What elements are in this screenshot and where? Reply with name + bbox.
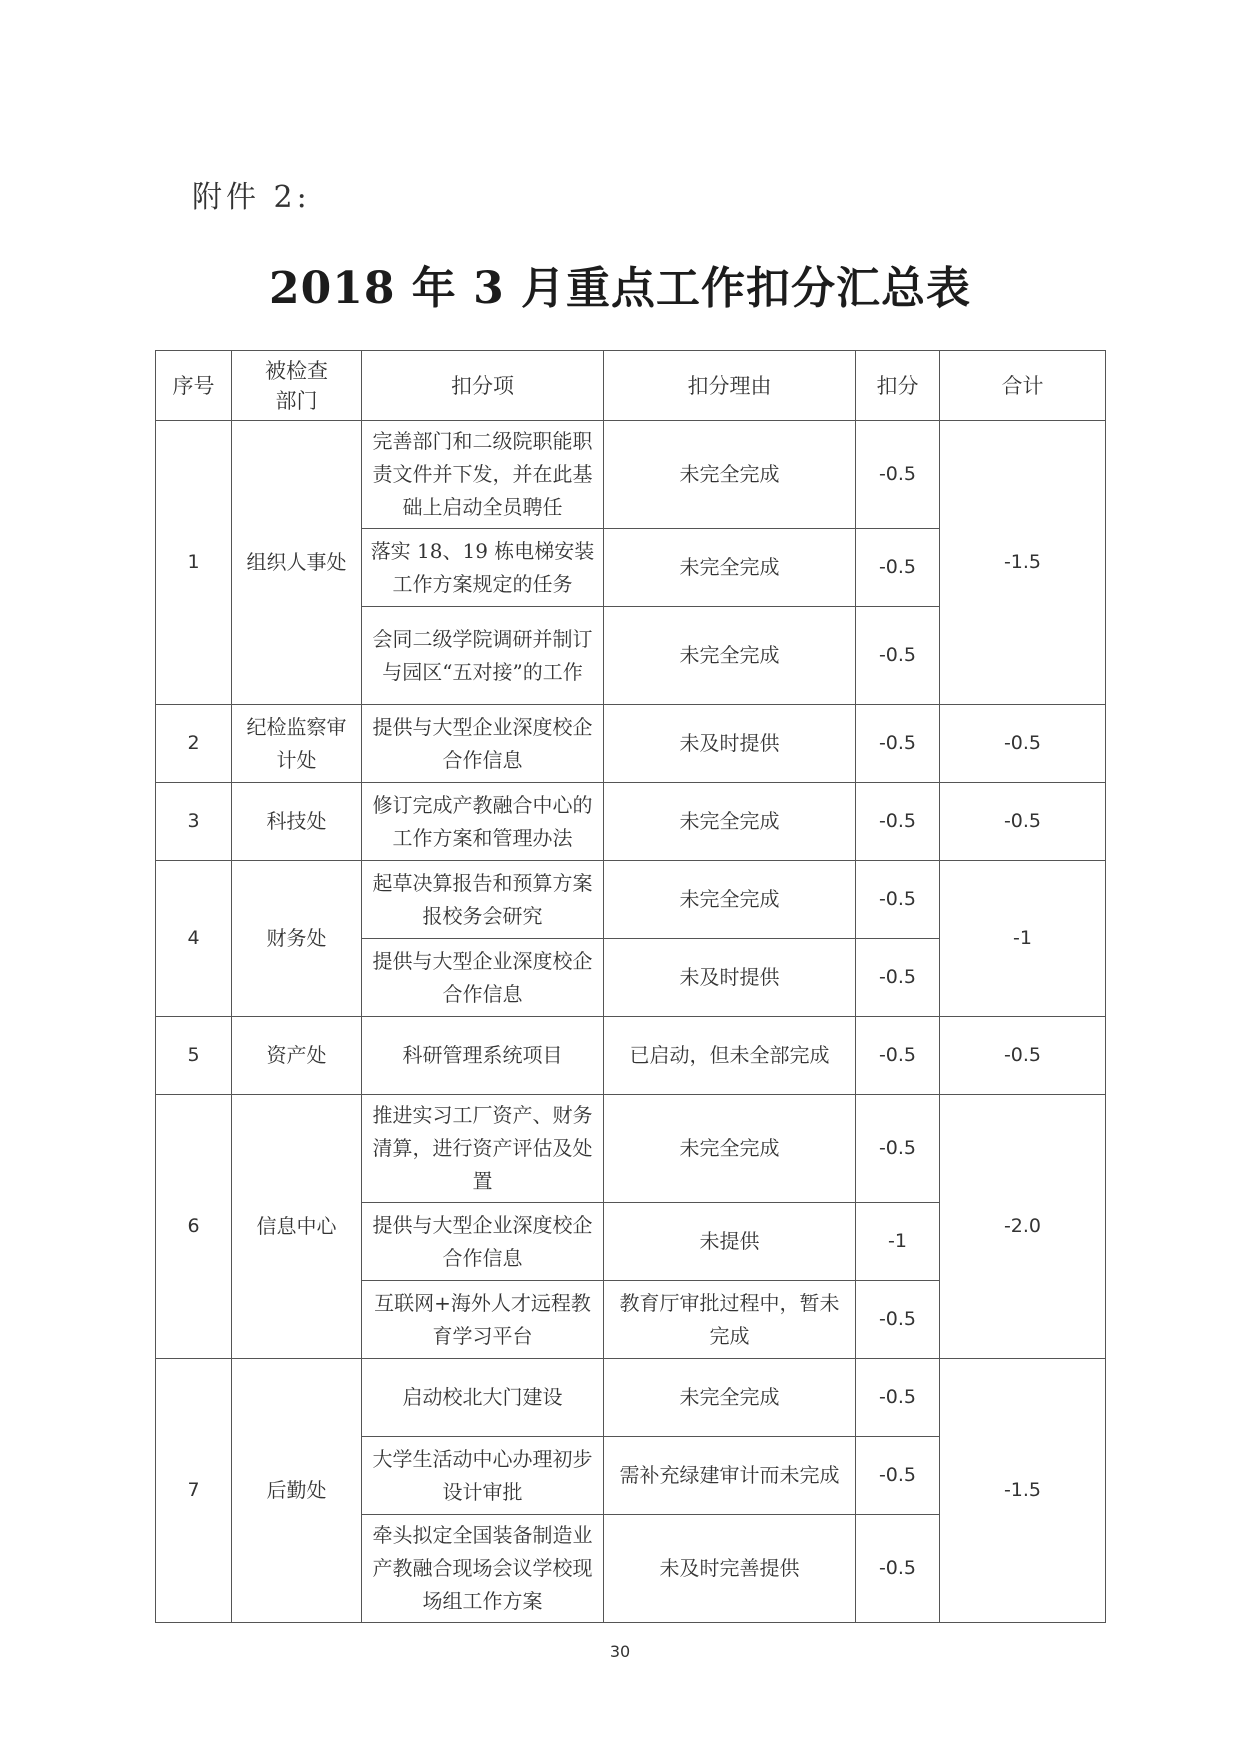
cell-reason: 未及时提供 bbox=[604, 939, 856, 1017]
cell-reason: 未完全完成 bbox=[604, 607, 856, 705]
cell-reason: 已启动，但未全部完成 bbox=[604, 1017, 856, 1095]
cell-deduction: -0.5 bbox=[856, 783, 940, 861]
header-reason: 扣分理由 bbox=[604, 351, 856, 421]
cell-item: 牵头拟定全国装备制造业产教融合现场会议学校现场组工作方案 bbox=[362, 1515, 604, 1623]
cell-total: -1 bbox=[940, 861, 1106, 1017]
cell-seq: 1 bbox=[156, 421, 232, 705]
cell-item: 会同二级学院调研并制订与园区“五对接”的工作 bbox=[362, 607, 604, 705]
header-total: 合计 bbox=[940, 351, 1106, 421]
cell-seq: 7 bbox=[156, 1359, 232, 1623]
cell-reason: 未及时提供 bbox=[604, 705, 856, 783]
page-number: 30 bbox=[609, 1642, 631, 1661]
cell-dept: 后勤处 bbox=[232, 1359, 362, 1623]
cell-seq: 4 bbox=[156, 861, 232, 1017]
cell-item: 提供与大型企业深度校企合作信息 bbox=[362, 705, 604, 783]
cell-deduction: -0.5 bbox=[856, 1359, 940, 1437]
cell-item: 提供与大型企业深度校企合作信息 bbox=[362, 939, 604, 1017]
header-deduction: 扣分 bbox=[856, 351, 940, 421]
table-body bbox=[156, 421, 1106, 1623]
cell-reason: 未提供 bbox=[604, 1203, 856, 1281]
table-row bbox=[156, 783, 1106, 861]
cell-reason: 未完全完成 bbox=[604, 1095, 856, 1203]
cell-reason: 未完全完成 bbox=[604, 1359, 856, 1437]
cell-reason: 需补充绿建审计而未完成 bbox=[604, 1437, 856, 1515]
header-seq: 序号 bbox=[156, 351, 232, 421]
table-row bbox=[156, 861, 1106, 939]
cell-seq: 3 bbox=[156, 783, 232, 861]
cell-deduction: -0.5 bbox=[856, 529, 940, 607]
cell-deduction: -0.5 bbox=[856, 939, 940, 1017]
cell-item: 推进实习工厂资产、财务清算，进行资产评估及处置 bbox=[362, 1095, 604, 1203]
cell-total: -1.5 bbox=[940, 1359, 1106, 1623]
table-row bbox=[156, 1017, 1106, 1095]
cell-deduction: -0.5 bbox=[856, 1017, 940, 1095]
cell-total: -2.0 bbox=[940, 1095, 1106, 1359]
header-dept-line1: 被检查 bbox=[265, 358, 328, 383]
cell-dept: 科技处 bbox=[232, 783, 362, 861]
cell-deduction: -1 bbox=[856, 1203, 940, 1281]
header-item: 扣分项 bbox=[362, 351, 604, 421]
cell-total: -0.5 bbox=[940, 783, 1106, 861]
table-row bbox=[156, 1359, 1106, 1437]
cell-item: 科研管理系统项目 bbox=[362, 1017, 604, 1095]
cell-deduction: -0.5 bbox=[856, 861, 940, 939]
cell-item: 大学生活动中心办理初步设计审批 bbox=[362, 1437, 604, 1515]
cell-item: 提供与大型企业深度校企合作信息 bbox=[362, 1203, 604, 1281]
cell-deduction: -0.5 bbox=[856, 607, 940, 705]
cell-deduction: -0.5 bbox=[856, 705, 940, 783]
cell-deduction: -0.5 bbox=[856, 1281, 940, 1359]
cell-item: 修订完成产教融合中心的工作方案和管理办法 bbox=[362, 783, 604, 861]
cell-item: 启动校北大门建设 bbox=[362, 1359, 604, 1437]
cell-item: 完善部门和二级院职能职责文件并下发，并在此基础上启动全员聘任 bbox=[362, 421, 604, 529]
cell-total: -1.5 bbox=[940, 421, 1106, 705]
cell-reason: 未完全完成 bbox=[604, 783, 856, 861]
cell-deduction: -0.5 bbox=[856, 1437, 940, 1515]
cell-item: 落实 18、19 栋电梯安装工作方案规定的任务 bbox=[362, 529, 604, 607]
cell-deduction: -0.5 bbox=[856, 1515, 940, 1623]
table-row bbox=[156, 421, 1106, 529]
cell-reason: 未完全完成 bbox=[604, 529, 856, 607]
cell-dept: 纪检监察审计处 bbox=[232, 705, 362, 783]
table-header-row bbox=[156, 351, 1106, 421]
cell-deduction: -0.5 bbox=[856, 421, 940, 529]
cell-seq: 6 bbox=[156, 1095, 232, 1359]
cell-reason: 未及时完善提供 bbox=[604, 1515, 856, 1623]
cell-dept: 信息中心 bbox=[232, 1095, 362, 1359]
cell-item: 起草决算报告和预算方案报校务会研究 bbox=[362, 861, 604, 939]
table-row bbox=[156, 1095, 1106, 1203]
cell-seq: 5 bbox=[156, 1017, 232, 1095]
cell-dept: 财务处 bbox=[232, 861, 362, 1017]
attachment-label: 附件 2: bbox=[192, 180, 311, 215]
cell-deduction: -0.5 bbox=[856, 1095, 940, 1203]
cell-reason: 未完全完成 bbox=[604, 861, 856, 939]
deduction-summary-table bbox=[155, 350, 1106, 1623]
cell-total: -0.5 bbox=[940, 1017, 1106, 1095]
header-dept bbox=[232, 351, 362, 421]
table-row bbox=[156, 705, 1106, 783]
cell-reason: 未完全完成 bbox=[604, 421, 856, 529]
cell-item: 互联网+海外人才远程教育学习平台 bbox=[362, 1281, 604, 1359]
cell-total: -0.5 bbox=[940, 705, 1106, 783]
cell-reason: 教育厅审批过程中，暂未完成 bbox=[604, 1281, 856, 1359]
cell-dept: 资产处 bbox=[232, 1017, 362, 1095]
cell-seq: 2 bbox=[156, 705, 232, 783]
header-dept-line2: 部门 bbox=[275, 388, 318, 413]
cell-dept: 组织人事处 bbox=[232, 421, 362, 705]
document-title: 2018 年 3 月重点工作扣分汇总表 bbox=[268, 263, 972, 314]
